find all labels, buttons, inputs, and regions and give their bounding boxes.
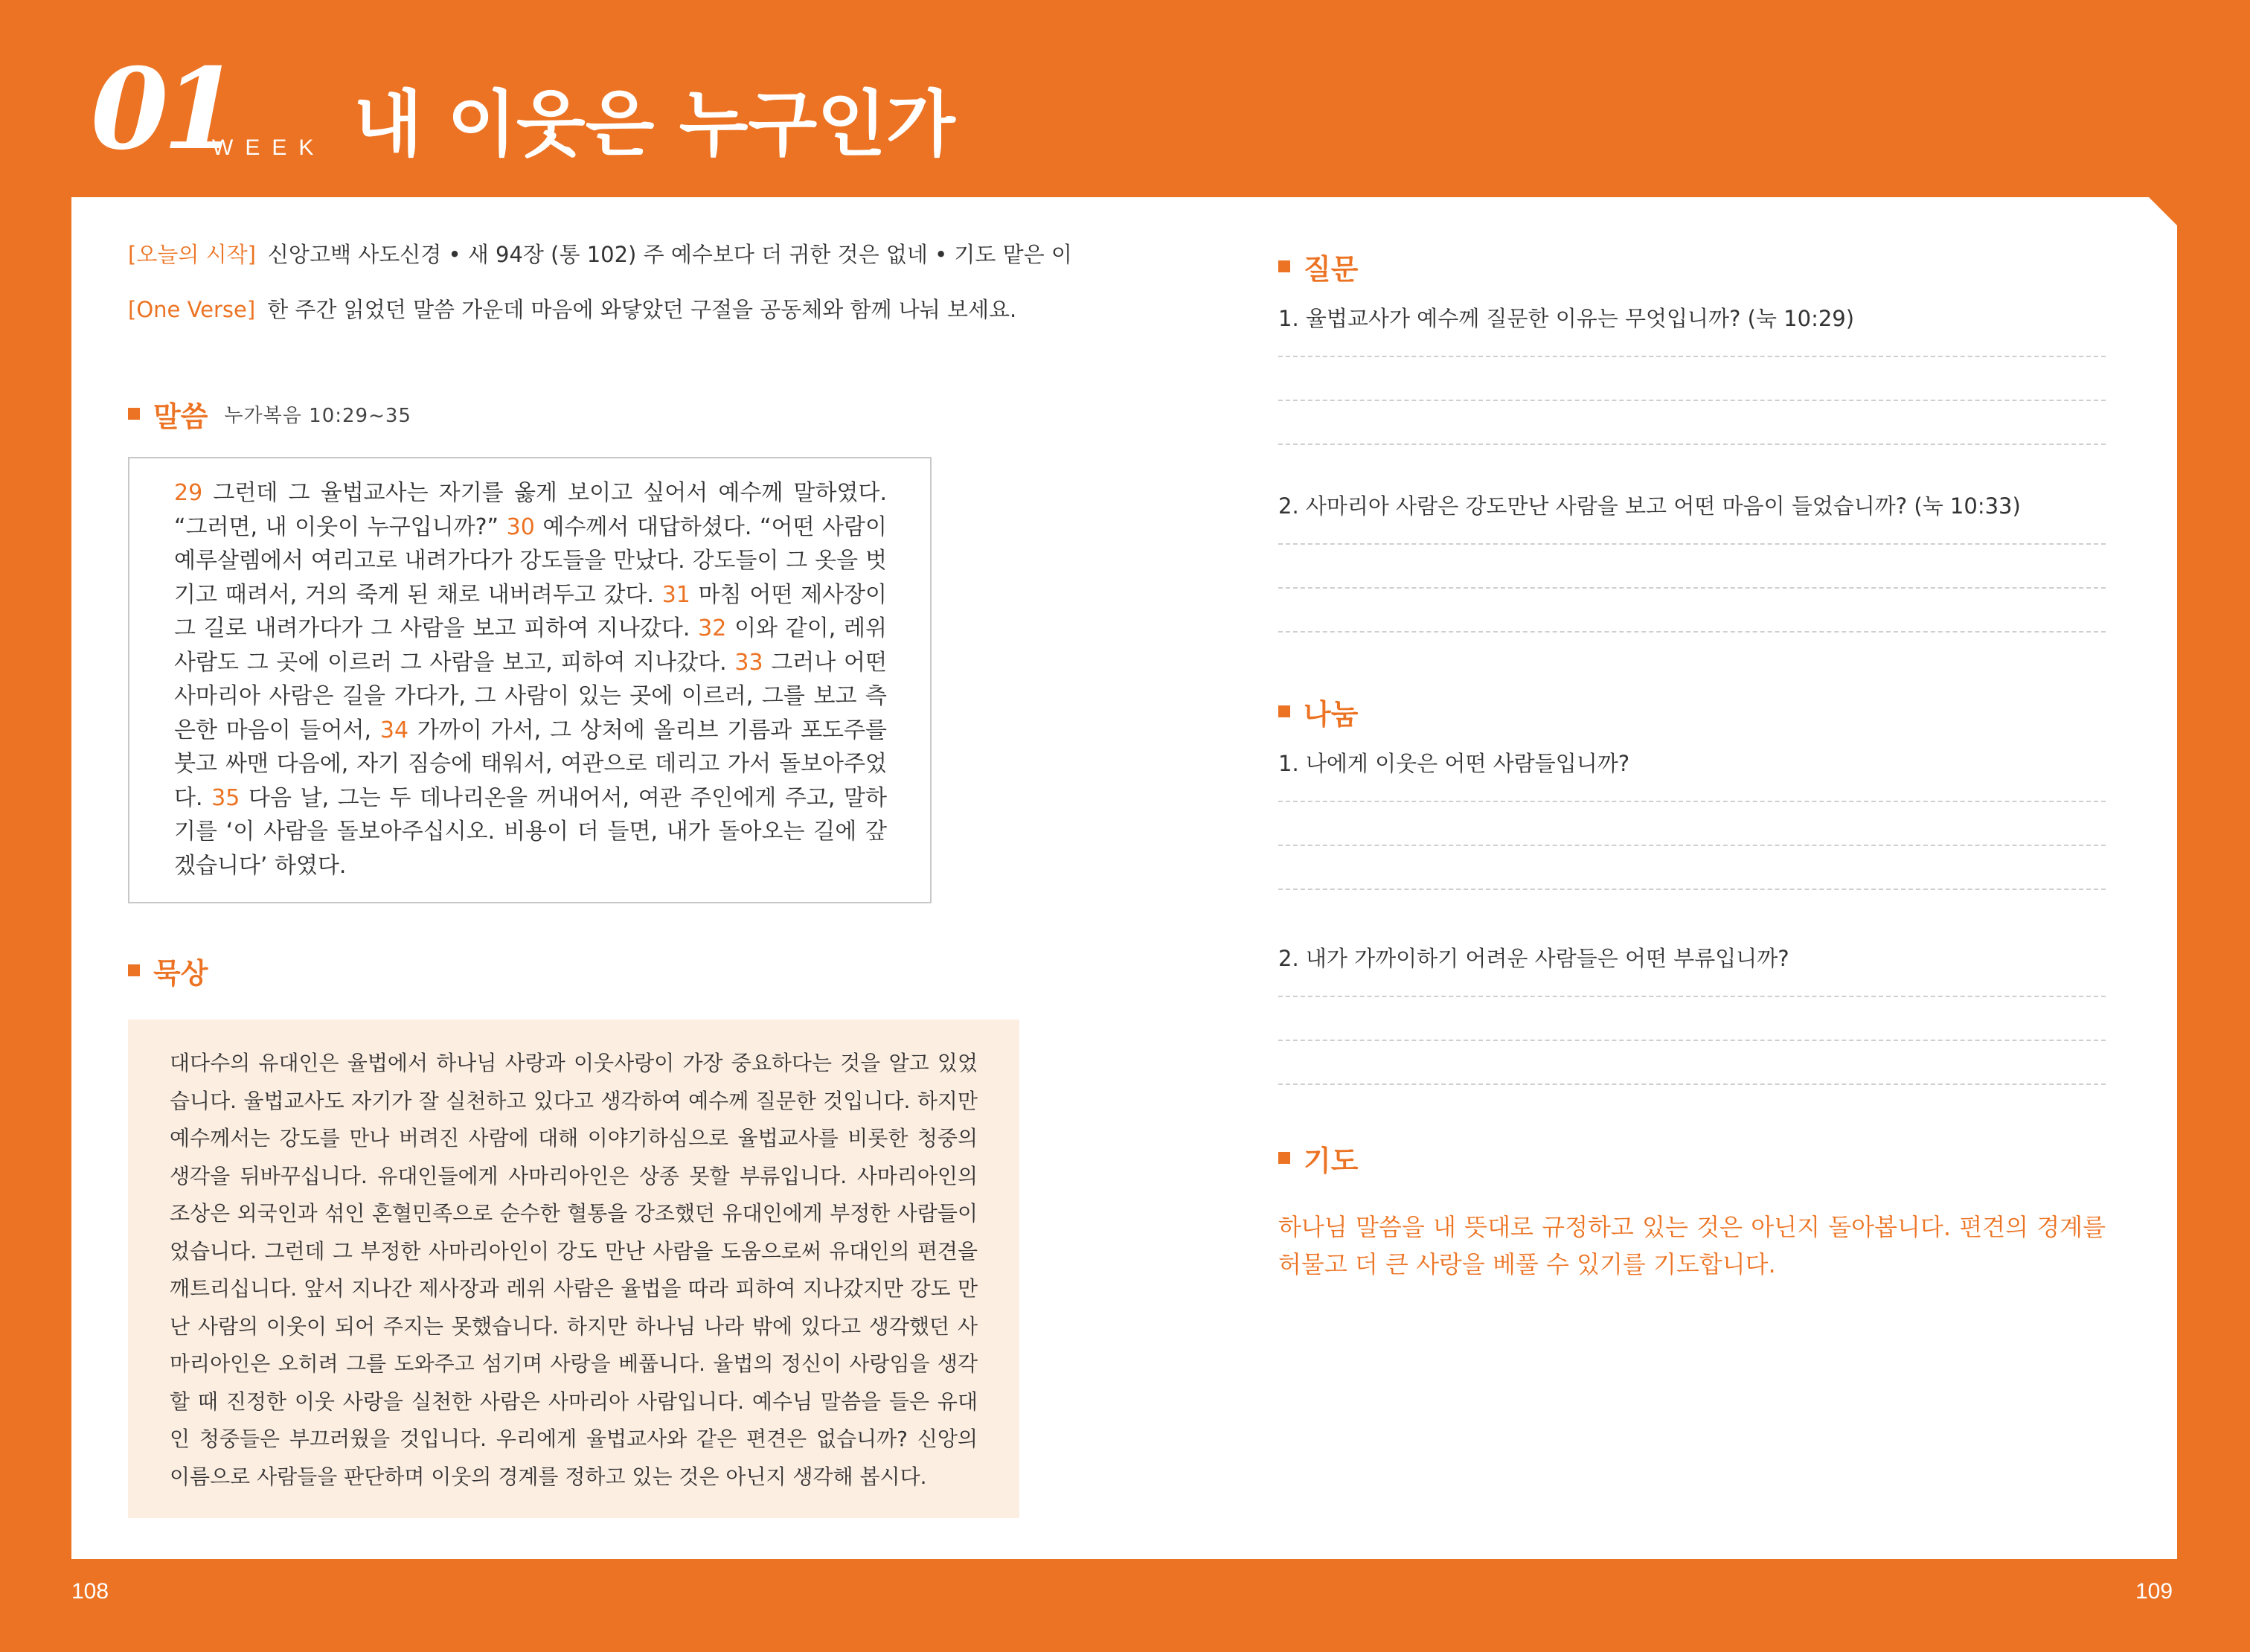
verse-text: 다음 날, 그는 두 데나리온을 꺼내어서, 여관 주인에게 주고, 말하기를 ‘이 사람을 돌보아주십시오. 비용이 더 들면, 내가 돌아오는 길에 갚겠습니다’ 하였다. <box>174 784 887 879</box>
square-bullet-icon <box>1278 260 1290 272</box>
right-page <box>1278 238 2106 1283</box>
sharing-item: 2. 내가 가까이하기 어려운 사람들은 어떤 부류입니까? <box>1278 946 1789 971</box>
scripture-reference: 누가복음 10:29~35 <box>224 404 411 427</box>
today-start-row <box>128 238 1072 271</box>
answer-line[interactable] <box>1278 996 2106 1040</box>
answer-line[interactable] <box>1278 1040 2106 1083</box>
answer-line[interactable] <box>1278 587 2106 631</box>
verse-text: 가까이 가서, 그 상처에 올리브 기름과 포도주를 붓고 싸맨 다음에, 자기 짐승에 태워서, 여관으로 데리고 가서 돌보아주었다. <box>174 717 887 811</box>
sharing-item: 1. 나에게 이웃은 어떤 사람들입니까? <box>1278 751 1630 776</box>
today-start-tag: [오늘의 시작] <box>128 242 256 267</box>
verse-text: 마침 어떤 제사장이 그 길로 내려가다가 그 사람을 보고 피하여 지나갔다. <box>174 581 888 641</box>
prayer-section-header <box>1278 1137 2106 1179</box>
answer-line[interactable] <box>1278 801 2106 845</box>
answer-line[interactable] <box>1278 889 2106 890</box>
meditation-text: 대다수의 유대인은 율법에서 하나님 사랑과 이웃사랑이 가장 중요하다는 것을 알고 있었습니다. 율법교사도 자기가 잘 실천하고 있다고 생각하여 예수께 질문한 것입니다. 하지만 예수께서는 강도를 만나 버려진 사람에 대해 이야기하심으로 율법교사를 비롯한 청중의 생각을 뒤바꾸십니다. 유대인들에게 사마리아인은 상종 못할 부류입니다. 사마리아인의 조상은 외국인과 섞인 혼혈민족으로 순수한 혈통을 강조했던 유대인에게 부정한 사람들이었습니다. 그런데 그 부정한 사마리아인이 강도 만난 사람을 도움으로써 유대인의 편견을 깨트리십니다. 앞서 지나간 제사장과 레위 사람은 율법을 따라 피하여 지나갔지만 강도 만난 사람의 이웃이 되어 주지는 못했습니다. 하지만 하나님 나라 밖에 있다고 생각했던 사마리아인은 오히려 그를 도와주고 섬기며 사랑을 베풉니다. 율법의 정신이 사랑임을 생각할 때 진정한 이웃 사랑을 실천한 사람은 사마리아 사람입니다. 예수님 말씀을 들은 유대인 청중들은 부끄러웠을 것입니다. 우리에게 율법교사와 같은 편견은 없습니까? 신앙의 이름으로 사람들을 판단하며 이웃의 경계를 정하고 있는 것은 아닌지 생각해 봅시다. <box>170 1051 978 1489</box>
one-verse-row <box>128 293 1021 326</box>
today-start-text: 신앙고백 사도신경 • 새 94장 (통 102) 주 예수보다 더 귀한 것은 없네 • 기도 맡은 이 <box>267 242 1072 267</box>
meditation-box <box>128 1019 1019 1518</box>
word-section-header <box>128 393 1021 435</box>
verse-text: 그런데 그 율법교사는 자기를 옳게 보이고 싶어서 예수께 말하였다. “그러면, 내 이웃이 누구입니까?” <box>174 480 887 540</box>
page-number-right: 109 <box>2135 1579 2173 1604</box>
prayer-section-title: 기도 <box>1304 1144 1359 1177</box>
square-bullet-icon <box>128 964 140 976</box>
answer-line[interactable] <box>1278 400 2106 444</box>
verse-text: 이와 같이, 레위 사람도 그 곳에 이르러 그 사람을 보고, 피하여 지나갔다. <box>174 615 888 676</box>
answer-lines[interactable] <box>1278 801 2106 890</box>
prayer-text: 하나님 말씀을 내 뜻대로 규정하고 있는 것은 아닌지 돌아봅니다. 편견의 경계를 허물고 더 큰 사랑을 베풀 수 있기를 기도합니다. <box>1278 1213 2106 1278</box>
answer-lines[interactable] <box>1278 356 2106 445</box>
answer-line[interactable] <box>1278 356 2106 400</box>
word-section-title: 말씀 <box>153 400 208 433</box>
page-title: 내 이웃은 누구인가 <box>353 83 955 166</box>
answer-line[interactable] <box>1278 1083 2106 1085</box>
sharing-section-title: 나눔 <box>1304 697 1359 731</box>
scripture-box <box>128 457 932 903</box>
square-bullet-icon <box>128 408 140 420</box>
week-number: 01 <box>91 44 234 175</box>
square-bullet-icon <box>1278 1152 1290 1164</box>
page-number-left: 108 <box>71 1579 109 1604</box>
verse-number: 32 <box>698 615 727 641</box>
answer-line[interactable] <box>1278 631 2106 633</box>
answer-lines[interactable] <box>1278 543 2106 633</box>
question-item: 1. 율법교사가 예수께 질문한 이유는 무엇입니까? (눅 10:29) <box>1278 306 1855 331</box>
sharing-section-header <box>1278 691 2106 732</box>
left-page <box>128 238 1072 1518</box>
question-item: 2. 사마리아 사람은 강도만난 사람을 보고 어떤 마음이 들었습니까? (눅 10:33) <box>1278 493 2021 519</box>
verse-number: 35 <box>211 784 240 811</box>
meditation-section-title: 묵상 <box>153 956 208 990</box>
meditation-section-header <box>128 950 1021 991</box>
square-bullet-icon <box>1278 705 1290 717</box>
question-section-title: 질문 <box>1304 252 1359 286</box>
one-verse-text: 한 주간 읽었던 말씀 가운데 마음에 와닿았던 구절을 공동체와 함께 나눠 보세요. <box>267 297 1017 322</box>
question-section-header <box>1278 246 2106 287</box>
answer-line[interactable] <box>1278 444 2106 445</box>
answer-line[interactable] <box>1278 845 2106 889</box>
answer-line[interactable] <box>1278 543 2106 587</box>
page-header <box>0 0 2250 197</box>
verse-text: 그러나 어떤 사마리아 사람은 길을 가다가, 그 사람이 있는 곳에 이르러, 그를 보고 측은한 마음이 들어서, <box>174 649 887 743</box>
verse-number: 31 <box>661 581 690 608</box>
verse-number: 30 <box>506 513 535 540</box>
verse-number: 34 <box>379 717 409 743</box>
verse-number: 29 <box>174 480 203 506</box>
week-label: WEEK <box>212 135 326 160</box>
verse-text: 예수께서 대답하셨다. “어떤 사람이 예루살렘에서 여리고로 내려가다가 강도들을 만났다. 강도들이 그 옷을 벗기고 때려서, 거의 죽게 된 채로 내버려두고 갔다. <box>174 513 887 608</box>
one-verse-tag: [One Verse] <box>128 297 256 322</box>
answer-lines[interactable] <box>1278 996 2106 1085</box>
verse-number: 33 <box>734 649 763 676</box>
